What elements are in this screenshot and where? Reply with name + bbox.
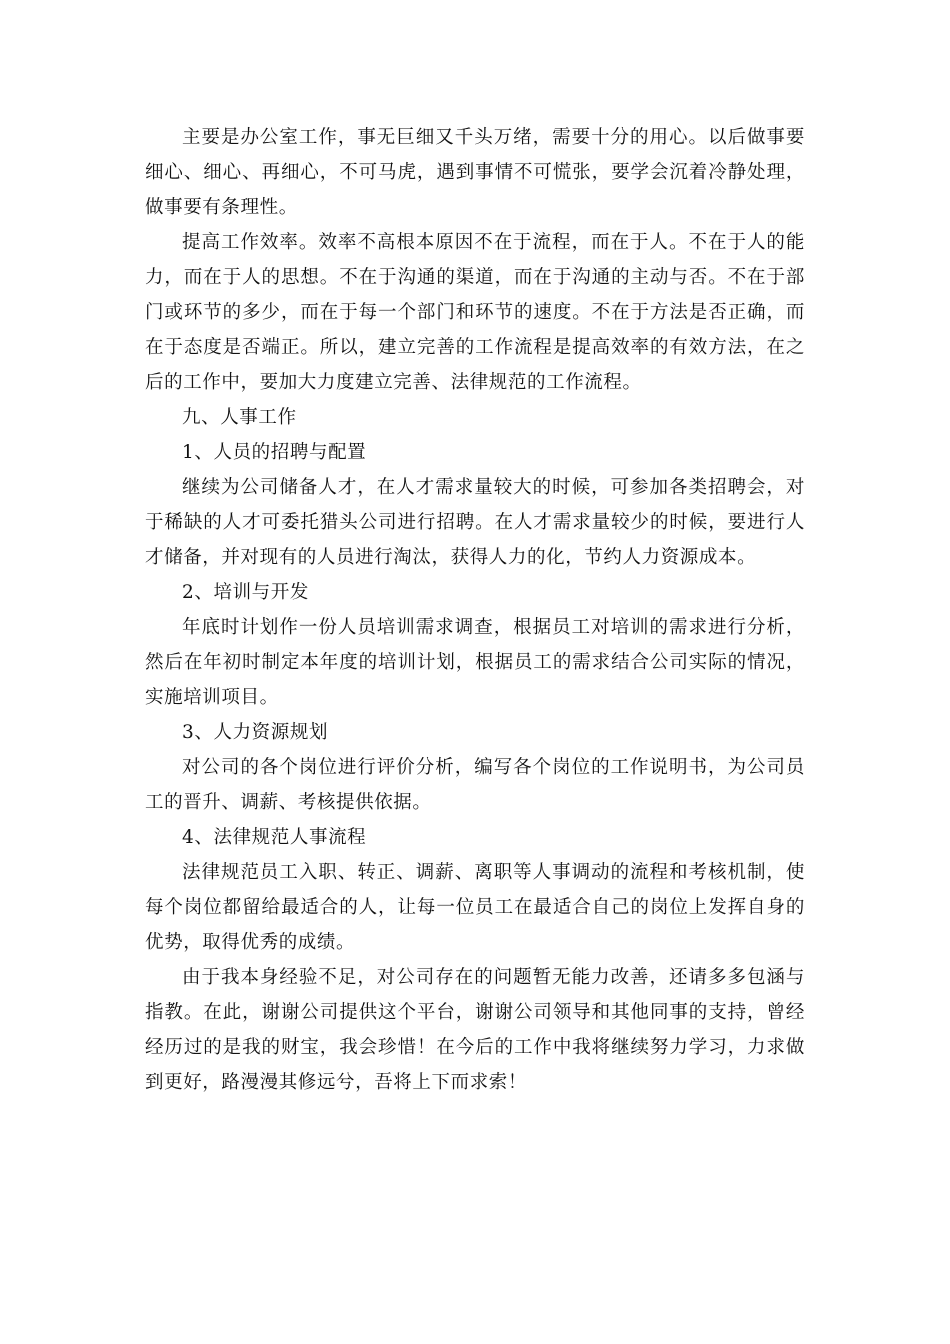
paragraph-hr-process: 法律规范员工入职、转正、调薪、离职等人事调动的流程和考核机制，使每个岗位都留给最适合的人，让每一位员工在最适合自己的岗位上发挥自身的优势，取得优秀的成绩。: [145, 862, 805, 953]
paragraph-recruitment: 继续为公司储备人才，在人才需求量较大的时候，可参加各类招聘会，对于稀缺的人才可委托猎头公司进行招聘。在人才需求量较少的时候，要进行人才储备，并对现有的人员进行淘汰，获得人力的化，节约人力资源成本。: [145, 477, 805, 568]
subheading-training: 2、培训与开发: [182, 582, 309, 603]
paragraph-work-efficiency: 提高工作效率。效率不高根本原因不在于流程，而在于人。不在于人的能力，而在于人的思想。不在于沟通的渠道，而在于沟通的主动与否。不在于部门或环节的多少，而在于每一个部门和环节的速度。不在于方法是否正确，而在于态度是否端正。所以，建立完善的工作流程是提高效率的有效方法，在之后的工作中，要加大力度建立完善、法律规范的工作流程。: [145, 232, 805, 393]
paragraph-training: 年底时计划作一份人员培训需求调查，根据员工对培训的需求进行分析，然后在年初时制定本年度的培训计划，根据员工的需求结合公司实际的情况，实施培训项目。: [145, 617, 805, 708]
paragraph-hr-planning: 对公司的各个岗位进行评价分析，编写各个岗位的工作说明书，为公司员工的晋升、调薪、考核提供依据。: [145, 757, 805, 813]
paragraph-closing: 由于我本身经验不足，对公司存在的问题暂无能力改善，还请多多包涵与指教。在此，谢谢公司提供这个平台，谢谢公司领导和其他同事的支持，曾经经历过的是我的财宝，我会珍惜！在今后的工作中我将继续努力学习，力求做到更好，路漫漫其修远兮，吾将上下而求索！: [145, 967, 805, 1093]
subheading-recruitment: 1、人员的招聘与配置: [182, 442, 367, 463]
paragraph-office-work: 主要是办公室工作，事无巨细又千头万绪，需要十分的用心。以后做事要细心、细心、再细心，不可马虎，遇到事情不可慌张，要学会沉着冷静处理，做事要有条理性。: [145, 127, 805, 218]
document-body: [145, 120, 805, 1100]
subheading-hr-process: 4、法律规范人事流程: [182, 827, 367, 848]
subheading-hr-planning: 3、人力资源规划: [182, 722, 329, 743]
section-heading-personnel: 九、人事工作: [182, 407, 297, 428]
